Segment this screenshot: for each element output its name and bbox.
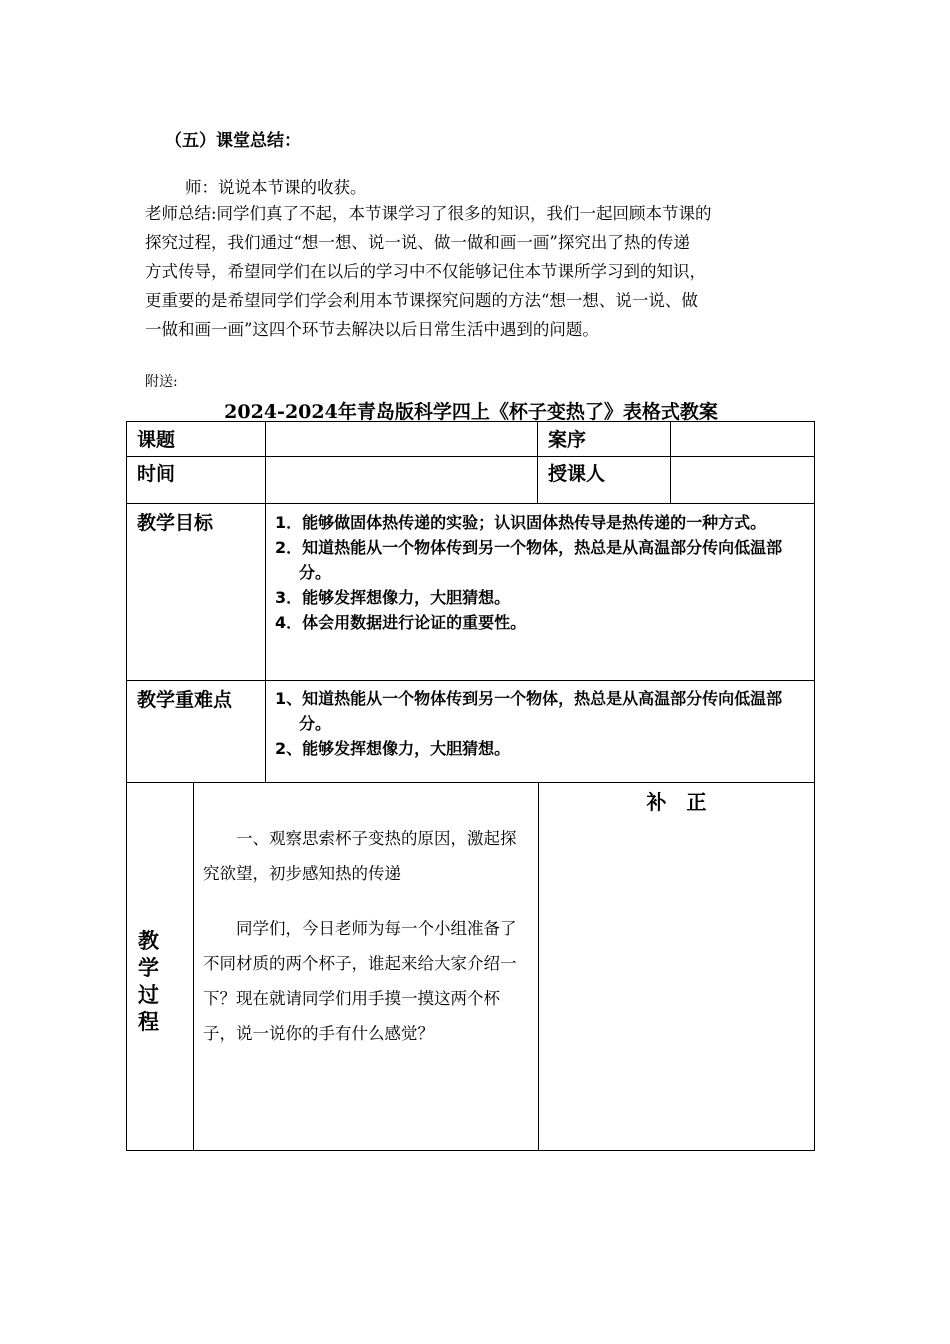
process-heading: 一、观察思索杯子变热的原因，激起探究欲望，初步感知热的传递 <box>203 829 517 883</box>
goals-label: 教学目标 <box>137 512 214 534</box>
sequence-value-cell <box>670 421 815 457</box>
keypoints-cell <box>265 680 815 783</box>
process-body: 同学们，今日老师为每一个小组准备了不同材质的两个杯子，谁起来给大家介绍一下？现在就请同学们用手摸一摸这两个杯子，说一说你的手有什么感觉？ <box>203 919 517 1043</box>
time-label: 时间 <box>137 463 176 485</box>
teacher-label-cell <box>537 456 671 504</box>
teacher-summary <box>145 199 815 344</box>
summary-line: 老师总结:同学们真了不起，本节课学习了很多的知识，我们一起回顾本节课的 <box>145 204 712 223</box>
sequence-label: 案序 <box>548 429 587 451</box>
section-heading: （五）课堂总结： <box>165 131 301 151</box>
sequence-label-cell <box>537 421 671 457</box>
correction-label: 补 正 <box>646 790 707 814</box>
teacher-prompt: 师：说说本节课的收获。 <box>185 178 367 197</box>
teacher-label: 授课人 <box>548 463 606 485</box>
topic-label: 课题 <box>137 429 176 451</box>
goal-item: 4．体会用数据进行论证的重要性。 <box>275 613 527 632</box>
topic-value-cell <box>265 421 538 457</box>
process-label-cell <box>126 782 194 1151</box>
summary-line: 方式传导，希望同学们在以后的学习中不仅能够记住本节课所学习到的知识， <box>145 262 706 281</box>
topic-label-cell <box>126 421 266 457</box>
time-value-cell <box>265 456 538 504</box>
summary-line: 探究过程，我们通过“想一想、说一说、做一做和画一画”探究出了热的传递 <box>145 233 690 252</box>
goal-item: 2．知道热能从一个物体传到另一个物体，热总是从高温部分传向低温部分。 <box>275 538 783 582</box>
summary-line: 一做和画一画”这四个环节去解决以后日常生活中遇到的问题。 <box>145 320 599 339</box>
document-title: 2024-2024年青岛版科学四上《杯子变热了》表格式教案 <box>224 401 718 423</box>
time-label-cell <box>126 456 266 504</box>
keypoint-item: 2、能够发挥想像力，大胆猜想。 <box>275 739 511 758</box>
summary-line: 更重要的是希望同学们学会利用本节课探究问题的方法“想一想、说一说、做 <box>145 291 698 310</box>
keypoints-label-cell <box>126 680 266 783</box>
goal-item: 1．能够做固体热传递的实验；认识固体热传导是热传递的一种方式。 <box>275 513 767 532</box>
teacher-value-cell <box>670 456 815 504</box>
goals-label-cell <box>126 503 266 681</box>
keypoints-label: 教学重难点 <box>137 689 233 711</box>
process-content-cell <box>193 782 539 1151</box>
correction-cell <box>538 782 815 1151</box>
process-label: 教学过程 <box>138 929 159 1034</box>
keypoint-item: 1、知道热能从一个物体传到另一个物体，热总是从高温部分传向低温部分。 <box>275 689 783 733</box>
appendix-label: 附送: <box>145 374 178 390</box>
goal-item: 3．能够发挥想像力，大胆猜想。 <box>275 588 511 607</box>
goals-cell <box>265 503 815 681</box>
lesson-plan-table <box>126 421 815 1151</box>
